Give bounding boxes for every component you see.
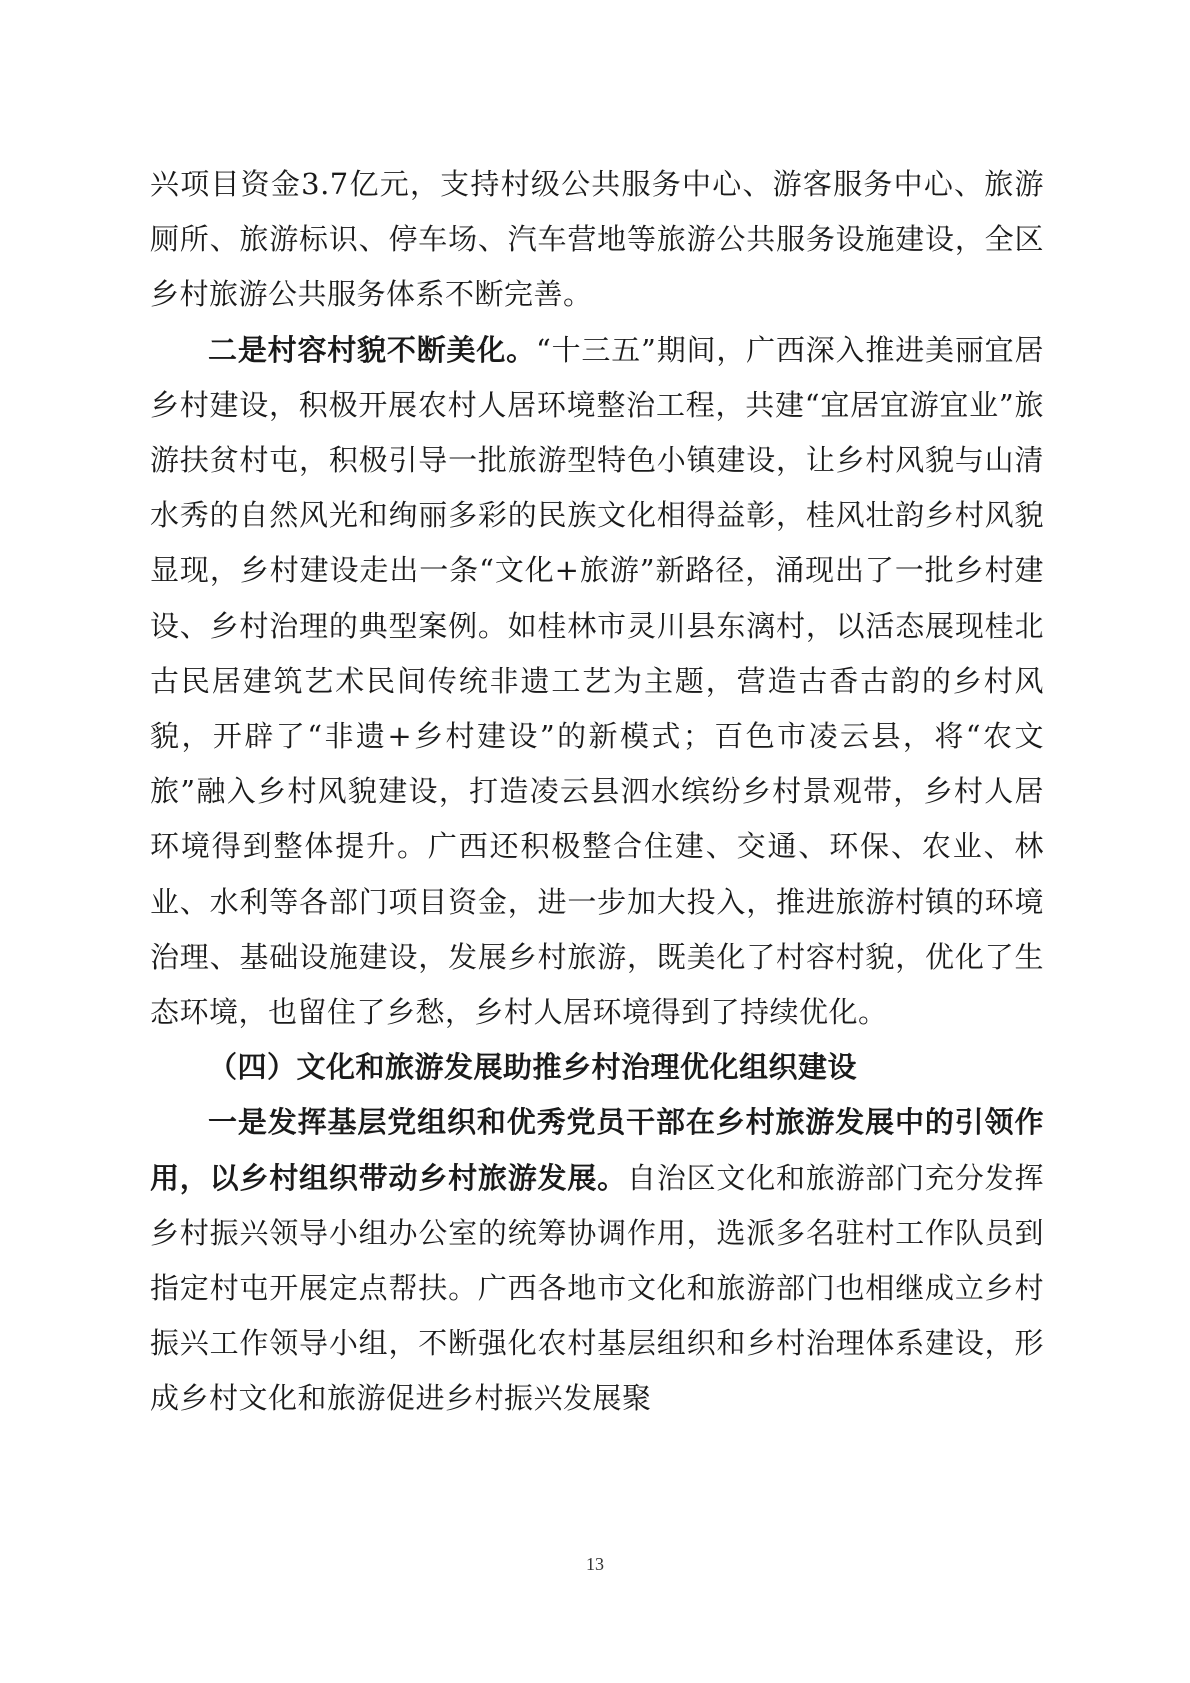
page-number: 13 <box>586 1554 604 1574</box>
paragraph-text: “十三五”期间，广西深入推进美丽宜居乡村建设，积极开展农村人居环境整治工程，共建“宜居宜游宜业”旅游扶贫村屯，积极引导一批旅游型特色小镇建设，让乡村风貌与山清水秀的自然风光和绚丽多彩的民族文化相得益彰，桂风壮韵乡村风貌显现，乡村建设走出一条“文化+旅游”新路径，涌现出了一批乡村建设、乡村治理的典型案例。如桂林市灵川县东漓村，以活态展现桂北古民居建筑艺术民间传统非遗工艺为主题，营造古香古韵的乡村风貌，开辟了“非遗+乡村建设”的新模式；百色市凌云县，将“农文旅”融入乡村风貌建设，打造凌云县泗水缤纷乡村景观带，乡村人居环境得到整体提升。广西还积极整合住建、交通、环保、农业、林业、水利等各部门项目资金，进一步加大投入，推进旅游村镇的环境治理、基础设施建设，发展乡村旅游，既美化了村容村貌，优化了生态环境，也留住了乡愁，乡村人居环境得到了持续优化。 <box>150 332 1044 1030</box>
section-heading: （四）文化和旅游发展助推乡村治理优化组织建设 <box>208 1050 858 1085</box>
paragraph-continuation <box>150 157 1044 323</box>
paragraph-party-organization <box>150 1095 1044 1426</box>
paragraph-village-appearance <box>150 323 1044 1041</box>
body-text <box>150 157 1044 1427</box>
paragraph-lead: 一是发挥基层党组织和优秀党员干部在乡村旅游发展中的引领作用，以乡村组织带动乡村旅游发展。 <box>150 1105 1044 1195</box>
paragraph-text: 自治区文化和旅游部门充分发挥乡村振兴领导小组办公室的统筹协调作用，选派多名驻村工作队员到指定村屯开展定点帮扶。广西各地市文化和旅游部门也相继成立乡村振兴工作领导小组，不断强化农村基层组织和乡村治理体系建设，形成乡村文化和旅游促进乡村振兴发展聚 <box>150 1160 1044 1416</box>
paragraph-lead: 二是村容村貌不断美化。 <box>208 332 536 367</box>
paragraph-text: 兴项目资金3.7亿元，支持村级公共服务中心、游客服务中心、旅游厕所、旅游标识、停车场、汽车营地等旅游公共服务设施建设，全区乡村旅游公共服务体系不断完善。 <box>150 167 1044 312</box>
